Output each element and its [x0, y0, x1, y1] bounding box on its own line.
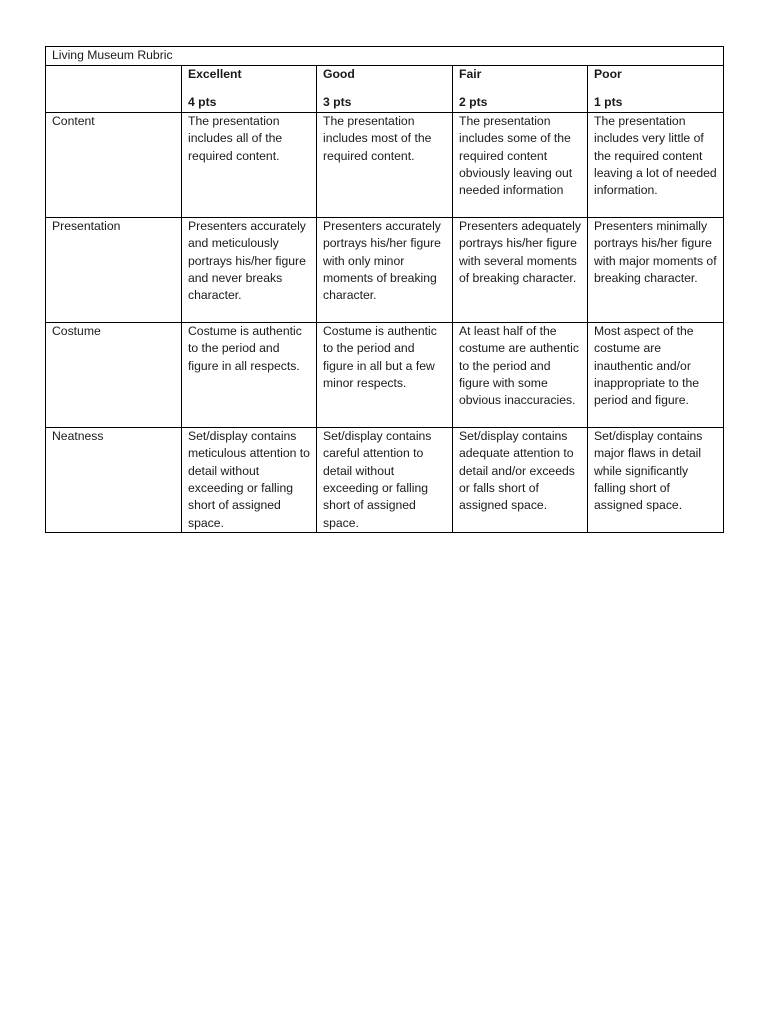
rubric-cell: At least half of the costume are authentic to the period and figure with some obvious inaccuracies.: [453, 322, 588, 427]
level-points: 1 pts: [594, 95, 623, 110]
level-points: 3 pts: [323, 95, 352, 110]
rubric-cell: The presentation includes some of the required content obviously leaving out needed information: [453, 112, 588, 217]
criterion-name: Costume: [46, 322, 182, 427]
criterion-row-neatness: [46, 427, 724, 532]
rubric-cell: Set/display contains major flaws in detail while significantly falling short of assigned space.: [588, 427, 724, 532]
rubric-cell: The presentation includes very little of the required content leaving a lot of needed information.: [588, 112, 724, 217]
rubric-cell: Set/display contains careful attention to detail without exceeding or falling short of assigned space.: [317, 427, 453, 532]
header-corner-cell: [46, 66, 182, 113]
rubric-cell: Costume is authentic to the period and figure in all but a few minor respects.: [317, 322, 453, 427]
rubric-cell: Presenters accurately portrays his/her figure with only minor moments of breaking character.: [317, 217, 453, 322]
rubric-title: Living Museum Rubric: [46, 47, 724, 66]
level-header-fair: [453, 66, 588, 113]
level-header-excellent: [182, 66, 317, 113]
rubric-cell: Set/display contains adequate attention to detail and/or exceeds or falls short of assigned space.: [453, 427, 588, 532]
criterion-row-presentation: [46, 217, 724, 322]
criterion-name: Neatness: [46, 427, 182, 532]
title-row: [46, 47, 724, 66]
criterion-name: Content: [46, 112, 182, 217]
rubric-cell: The presentation includes most of the required content.: [317, 112, 453, 217]
criterion-row-content: [46, 112, 724, 217]
rubric-cell: Costume is authentic to the period and figure in all respects.: [182, 322, 317, 427]
level-points: 2 pts: [459, 95, 488, 110]
level-name: Fair: [459, 67, 482, 81]
level-points: 4 pts: [188, 95, 217, 110]
rubric-cell: Presenters adequately portrays his/her figure with several moments of breaking character.: [453, 217, 588, 322]
header-row: [46, 66, 724, 113]
level-header-good: [317, 66, 453, 113]
level-header-poor: [588, 66, 724, 113]
rubric-cell: Set/display contains meticulous attention to detail without exceeding or falling short of assigned space.: [182, 427, 317, 532]
rubric-cell: The presentation includes all of the required content.: [182, 112, 317, 217]
criterion-row-costume: [46, 322, 724, 427]
criterion-name: Presentation: [46, 217, 182, 322]
rubric-cell: Presenters accurately and meticulously portrays his/her figure and never breaks character.: [182, 217, 317, 322]
level-name: Poor: [594, 67, 622, 81]
level-name: Excellent: [188, 67, 242, 81]
level-name: Good: [323, 67, 355, 81]
rubric-cell: Presenters minimally portrays his/her figure with major moments of breaking character.: [588, 217, 724, 322]
rubric-table: [45, 46, 724, 533]
rubric-cell: Most aspect of the costume are inauthentic and/or inappropriate to the period and figure.: [588, 322, 724, 427]
